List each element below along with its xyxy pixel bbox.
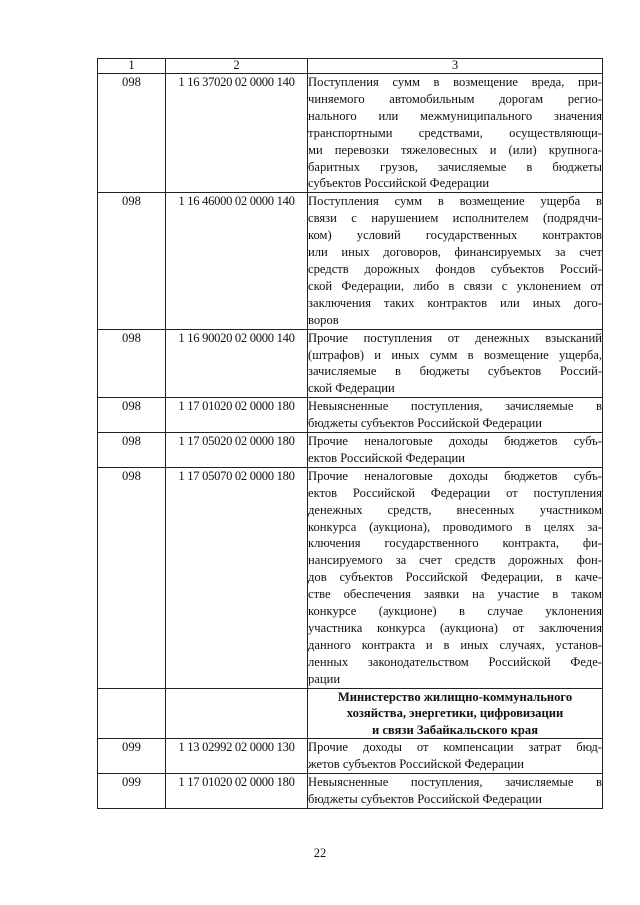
description-line: нального или межмуниципального значения	[308, 108, 602, 123]
table-row	[98, 398, 603, 433]
table-row	[98, 193, 603, 329]
budget-classification-code-cell: 1 17 05020 02 0000 180	[166, 433, 308, 468]
description-line: ектов Российской Федерации	[308, 450, 465, 465]
table-row	[98, 74, 603, 193]
description-line: данного контракта и в иных случаях, установ-	[308, 637, 602, 652]
header-col-2: 2	[166, 59, 308, 74]
description-line: заключения таких контрактов или иных дого-	[308, 295, 602, 310]
header-col-3: 3	[308, 59, 603, 74]
description-line: Поступления сумм в возмещение ущерба в	[308, 194, 602, 209]
description-line: денежных средств, внесенных участником	[308, 502, 602, 517]
admin-code-cell: 098	[98, 398, 166, 433]
description-line: рации	[308, 671, 341, 686]
description-line: ключения государственного контракта, фи-	[308, 536, 602, 551]
description-line: ской Федерации	[308, 381, 395, 396]
table-row	[98, 739, 603, 774]
description-line: или иных договоров, финансируемых за счет	[308, 245, 602, 260]
admin-code-cell: 099	[98, 739, 166, 774]
empty-cell	[166, 688, 308, 739]
ministry-heading-line: хозяйства, энергетики, цифровизации	[346, 706, 564, 721]
description-line: стве обеспечения заявки на участие в таком	[308, 587, 602, 602]
description-line: ком) условий государственных контрактов	[308, 228, 602, 243]
revenue-description-cell	[308, 773, 603, 808]
description-line: ленных законодательством Российской Феде-	[308, 654, 602, 669]
admin-code-cell: 098	[98, 467, 166, 688]
ministry-heading-line: и связи Забайкальского края	[371, 722, 539, 737]
table-row	[98, 467, 603, 688]
admin-code-cell: 098	[98, 74, 166, 193]
header-col-1: 1	[98, 59, 166, 74]
description-line: жетов субъектов Российской Федерации	[308, 757, 524, 772]
description-line: ектов Российской Федерации от поступления	[308, 485, 602, 500]
budget-classification-code-cell: 1 17 01020 02 0000 180	[166, 773, 308, 808]
revenue-description-cell	[308, 467, 603, 688]
description-line: транспортными средствами, осуществляющи-	[308, 125, 602, 140]
description-line: средств дорожных фондов субъектов Россий-	[308, 261, 602, 276]
revenue-description-cell	[308, 739, 603, 774]
budget-codes-table	[97, 58, 603, 809]
description-line: зачисляемые в бюджеты субъектов Россий-	[308, 364, 602, 379]
admin-code-cell: 098	[98, 433, 166, 468]
description-line: Поступления сумм в возмещение вреда, при-	[308, 75, 602, 89]
page-number: 22	[313, 846, 327, 860]
empty-cell	[98, 688, 166, 739]
description-line: субъектов Российской Федерации	[308, 176, 490, 191]
table-row	[98, 329, 603, 398]
description-line: связи с нарушением исполнителем (подрядчи-	[308, 211, 602, 226]
budget-classification-code-cell: 1 16 90020 02 0000 140	[166, 329, 308, 398]
admin-code-cell: 099	[98, 773, 166, 808]
description-line: (штрафов) и иных сумм в возмещение ущерба,	[308, 347, 602, 362]
ministry-heading-line: Министерство жилищно-коммунального	[337, 689, 573, 704]
revenue-description-cell	[308, 74, 603, 193]
revenue-description-cell	[308, 398, 603, 433]
table-row	[98, 433, 603, 468]
description-line: баритных грузов, зачисляемые в бюджеты	[308, 159, 602, 174]
description-line: воров	[308, 312, 339, 327]
description-line: Прочие поступления от денежных взысканий	[308, 330, 602, 345]
description-line: Невыясненные поступления, зачисляемые в	[308, 774, 602, 789]
budget-classification-code-cell: 1 17 05070 02 0000 180	[166, 467, 308, 688]
description-line: Прочие доходы от компенсации затрат бюд-	[308, 740, 602, 755]
description-line: участника конкурса (аукциона) от заключения	[308, 621, 602, 635]
description-line: Невыясненные поступления, зачисляемые в	[308, 399, 602, 414]
description-line: дов субъектов Российской Федерации, в каче-	[308, 570, 602, 585]
budget-classification-code-cell: 1 16 46000 02 0000 140	[166, 193, 308, 329]
budget-classification-code-cell: 1 17 01020 02 0000 180	[166, 398, 308, 433]
revenue-description-cell	[308, 433, 603, 468]
budget-classification-code-cell: 1 16 37020 02 0000 140	[166, 74, 308, 193]
description-line: бюджеты субъектов Российской Федерации	[308, 416, 542, 431]
description-line: нансируемого за счет средств дорожных фон-	[308, 553, 602, 568]
description-line: бюджеты субъектов Российской Федерации	[308, 791, 542, 806]
ministry-heading	[308, 688, 603, 739]
description-line: Прочие неналоговые доходы бюджетов субъ-	[308, 434, 602, 449]
admin-code-cell: 098	[98, 193, 166, 329]
revenue-description-cell	[308, 193, 603, 329]
table-row	[98, 773, 603, 808]
description-line: конкурсе (аукционе) в случае уклонения	[308, 604, 602, 619]
section-row	[98, 688, 603, 739]
description-line: ми перевозки тяжеловесных и (или) крупнога-	[308, 142, 602, 157]
budget-classification-code-cell: 1 13 02992 02 0000 130	[166, 739, 308, 774]
description-line: ской Федерации, либо в связи с уклонением от	[308, 278, 602, 293]
header-row	[98, 59, 603, 74]
admin-code-cell: 098	[98, 329, 166, 398]
description-line: чиняемого автомобильным дорогам регио-	[308, 91, 602, 106]
revenue-description-cell	[308, 329, 603, 398]
description-line: конкурса (аукциона), проводимого в целях за-	[308, 519, 602, 534]
description-line: Прочие неналоговые доходы бюджетов субъ-	[308, 468, 602, 483]
